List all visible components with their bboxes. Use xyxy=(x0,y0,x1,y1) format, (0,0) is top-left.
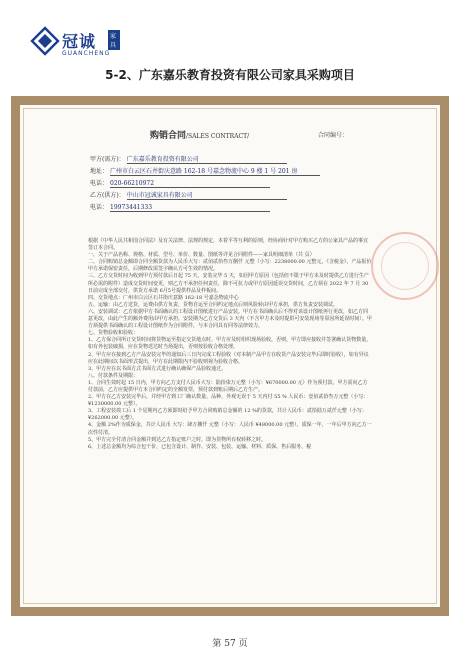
page-heading: 5-2、广东嘉乐教育投资有限公司家具采购项目 xyxy=(105,68,355,82)
term-paragraph: 根据《中华人民共和国合同法》及有关法律、法规的规定，本着平等互利的原则，经协商针对甲方购买乙方的公家具产品的事宜签订本合同。 xyxy=(88,238,369,252)
page-number: 第 57 页 xyxy=(212,639,248,649)
field-value: 广州市白云区石井街庆意路 162-18 号嘉念物流中心 9 楼 1 号 201 房 xyxy=(110,166,320,176)
field-value: 中山市冠诚家具有限公司 xyxy=(127,190,287,200)
logo-subtitle: 家具 xyxy=(108,30,120,50)
company-logo xyxy=(30,26,120,62)
field-value: 020-66210972 xyxy=(110,180,270,188)
term-paragraph: 一、关于产品名称、规格、材质、型号、单价、数量、图纸等详见合同附件——家具明细清单（共 页） xyxy=(88,252,315,259)
party-a-address-field xyxy=(90,166,320,176)
field-value: 19973441333 xyxy=(110,204,270,212)
logo-chinese-name: 冠诚 xyxy=(62,32,97,51)
field-label: 乙方(供方)： xyxy=(90,192,125,199)
term-paragraph: 3、甲方应在以书面方式书面方式进行确认确保产品验收通过。 xyxy=(88,365,227,372)
party-b-phone-field xyxy=(90,202,270,212)
logo-mark-icon xyxy=(30,26,60,56)
term-paragraph: 八、付款条件及期限： xyxy=(88,372,139,379)
contract-title-cn: 购销合同 xyxy=(150,131,187,141)
term-paragraph: 2、甲方在乙方安装完毕后，并经甲方到工厂确认数量、品种、外观无误于 5 天内付 55 % 人民币：壹佰贰拾叁万元整（小写：¥1230000.00 元整）。 xyxy=(88,394,369,408)
term-paragraph: 六、安装调试：乙方依据甲方书面确认的工程设计图纸进行产品安装。甲方在书面确认后不得对该设计图纸再行更改，如乙方同意更改，由此产生的额外费用由甲方承担。安装期为乙方交货后 3 天内（不含甲方未及时提供可安装现场等原因所延误时间）。甲方须提供书面确认的工程设计图纸作为合同附件，与本合同具有同等法律效力。 xyxy=(88,308,372,330)
party-a-field xyxy=(90,154,287,164)
contract-number-label: 合同编号： xyxy=(318,132,349,139)
field-label: 甲方(需方)： xyxy=(90,156,125,163)
contract-title-en: /SALES CONTRACT/ xyxy=(186,133,250,140)
term-paragraph: 5、甲方完全付清合同金额并到达乙方指定账户之时，即为货物所有权转移之时。 xyxy=(88,436,267,443)
term-paragraph: 二、合同购销总金额即合同全额货款为人民币大写：贰佰贰拾叁万捌仟 元整（小写：2238000.00 元整元，《含税金》，产品报价甲方承诺保密责任，后期修改需签字确认方可生效的情况。 xyxy=(88,259,372,273)
term-paragraph: 1、合同生效时起 15 日内，甲方向乙方支付人民币大写：陆拾柒万元整（小写：¥670000.00 元）作为预付款。甲方需向乙方付款前，乙方应提供甲方本合同约定的全额发票，预付款到账后期后乙方生产。 xyxy=(88,379,368,393)
term-paragraph: 6、上述总金额均为综合包干价，已包含设计、制作、安装、包装、运输、材料、质保、售后服务、税 xyxy=(88,443,312,450)
field-label: 电话： xyxy=(90,204,109,211)
party-a-phone-field xyxy=(90,178,270,188)
logo-english-name: GUANCHENG xyxy=(62,50,111,57)
term-paragraph: 七、货物验收和验收： xyxy=(88,330,139,337)
field-label: 地址： xyxy=(90,168,109,175)
contract-terms xyxy=(88,238,372,451)
field-label: 电话： xyxy=(90,180,109,187)
company-seal-inner-ring xyxy=(381,242,429,290)
term-paragraph: 2、甲方应在接到乙方产品安装完毕的通知后三日内完成工程验收（对本制产品甲方在收货产品安装完毕后即时验收），如有异议应在此期间以书面形式提出，甲方在此期限内不验收则视为验收合格。 xyxy=(88,351,369,365)
term-paragraph: 4、金额 2%作为质保金，共计人民币 大写：肆万捌仟 元整（小写：人民币 ¥48000.00 元整），质保一年，一年后甲方向乙方一次性付清。 xyxy=(88,422,372,436)
company-seal-stamp xyxy=(371,232,439,300)
term-paragraph: 五、运输：由乙方送货，运费由供方负责，货物自运至合同约定地点后则风险转由甲方承担，供方负责安装调试。 xyxy=(88,301,339,308)
term-paragraph: 1、乙方保合同所订交货时间将货物运至指定交货地点时，甲方应及时组织现场验收，否则，甲方即应接收并签署确认货物数量，如有外包装破损，应在货物送达时当场提出，否则按验收合格处理。 xyxy=(88,337,372,351)
field-value: 广东嘉乐教育投资有限公司 xyxy=(127,154,287,164)
term-paragraph: 四、交货地点：广州市白云区石井街庆意路 162-18 号嘉念物流中心 xyxy=(88,294,239,301)
party-b-field xyxy=(90,190,287,200)
term-paragraph: 3、工程安装竣工后 1 个星期内乙方须即时给予甲方合同购销总金额的 12 %的货款，共计人民币：贰拾陆万贰仟元整（小写：¥262000.00 元整）。 xyxy=(88,408,367,422)
contract-title xyxy=(150,128,249,141)
term-paragraph: 三、乙方交货时间为收到甲方预付款后日起 75 天，安装完毕 5 天，如因甲方原因（包括但不限于甲方未及时提供乙方进行生产所必需的附件）造成交货时间变更，则乙方不承担任何责任，除不可抗力或甲方原因延误交货时间，乙方须在 2022 年 7 月 30 日前完成全部交付，供货方承诺 6月5号提供样品及样板间。 xyxy=(88,273,369,294)
